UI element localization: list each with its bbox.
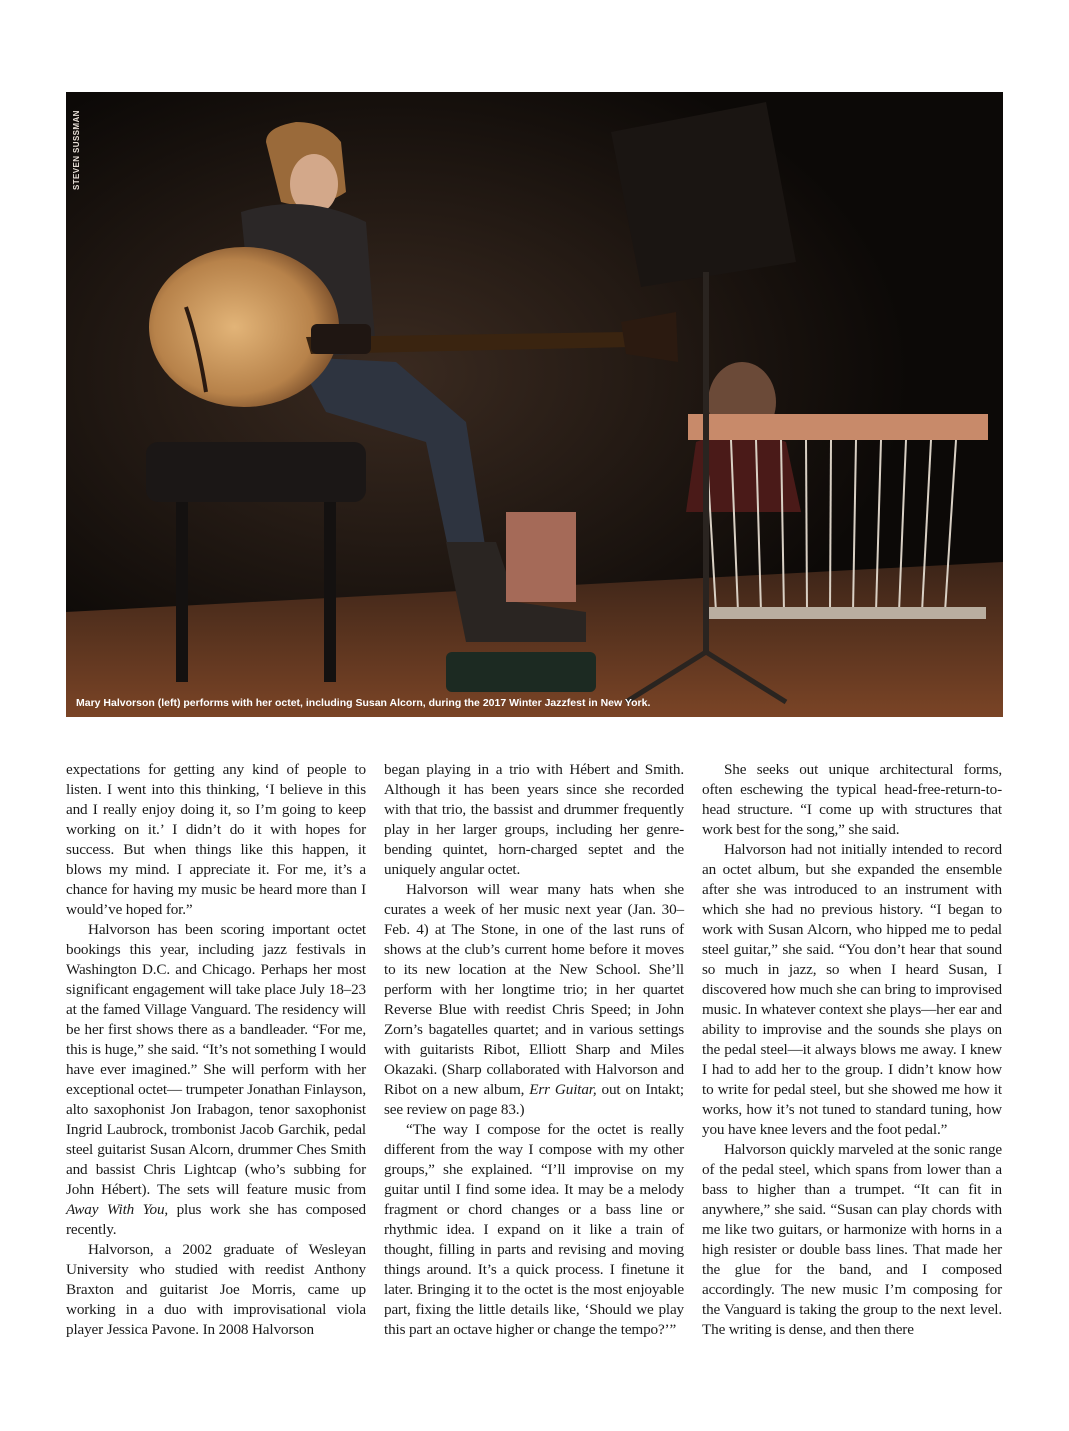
paragraph-text: , plus work she has composed recently. xyxy=(66,1201,366,1238)
photo-caption: Mary Halvorson (left) performs with her octet, including Susan Alcorn, during the 2017 Winter Jazzfest in New York. xyxy=(76,697,651,709)
article-column-2 xyxy=(384,760,684,1340)
paragraph xyxy=(66,920,366,1240)
paragraph: expectations for getting any kind of people to listen. I went into this thinking, ‘I believe in this and I really enjoy doing it, so I’m going to keep working on it.’ I didn’t do it with hopes for success. But when things like this happen, it blows my mind. I appreciate it. For me, it’s a chance for having my music be heard more than I would’ve hoped for.” xyxy=(66,761,366,918)
paragraph: Halvorson, a 2002 graduate of Wesleyan University who studied with reedist Anthony Braxton and guitarist Joe Morris, came up working in a duo with improvisational viola player Jessica Pavone. In 2008 Halvorson xyxy=(66,1241,366,1338)
article-column-3 xyxy=(702,760,1002,1340)
paragraph: began playing in a trio with Hébert and Smith. Although it has been years since she recorded with that trio, the bassist and drummer frequently play in her larger groups, including her genre-bending quintet, horn-charged septet and the uniquely angular octet. xyxy=(384,761,684,878)
effects-pedalboard xyxy=(446,652,596,692)
paragraph: She seeks out unique architectural forms, often eschewing the typical head-free-return-to-head structure. “I come up with structures that work best for the song,” she said. xyxy=(702,761,1002,838)
amplifier xyxy=(506,512,576,602)
paragraph: “The way I compose for the octet is really different from the way I compose with my other groups,” she explained. “I’ll improvise on my guitar until I find some idea. It may be a melody fragment or chord changes or a bass line or rhythmic idea. I expand on it like a train of thought, filling in parts and revising and moving things around. It’s a quick process. I finetune it later. Bringing it to the octet is the most enjoyable part, fixing the little details like, ‘Should we play this part an octave higher or change the tempo?’” xyxy=(384,1121,684,1338)
article-column-1 xyxy=(66,760,366,1340)
photo-credit: STEVEN SUSSMAN xyxy=(72,110,81,190)
pedal-steel-guitar xyxy=(688,414,988,440)
album-title: Away With You xyxy=(66,1201,165,1218)
paragraph: Halvorson quickly marveled at the sonic range of the pedal steel, which spans from lower than a bass to higher than a trumpet. “It can fit in anywhere,” she said. “Susan can play chords with me like two guitars, or harmonize with horns in a high resister or double bass lines. That made her the glue for the band, and I composed accordingly. The new music I’m composing for the Vanguard is taking the group to the next level. The writing is dense, and then there xyxy=(702,1141,1002,1338)
paragraph: Halvorson had not initially intended to record an octet album, but she expanded the ensemble after she was introduced to an instrument with which she had no previous history. “I began to work with Susan Alcorn, who hipped me to pedal steel guitar,” she said. “You don’t hear that sound so much in jazz, so when I heard Susan, I discovered how much she can bring to improvised music. In whatever context she plays—her ear and ability to improvise and the sounds she plays on the pedal steel—it always blows me away. I knew I had to add her to the group. I didn’t know how to write for pedal steel, but she showed me how it works, how it’s not tuned to standard tuning, how you have knee levers and the foot pedal.” xyxy=(702,841,1002,1138)
paragraph-text: Halvorson has been scoring important octet bookings this year, including jazz festivals in Washington D.C. and Chicago. Perhaps her most significant engagement will take place July 18–23 at the famed Village Vanguard. The residency will be her first shows there as a bandleader. “For me, this is huge,” she said. “It’s not something I would have ever imagined.” She will perform with her exceptional octet— trumpeter Jonathan Finlayson, alto saxophonist Jon Irabagon, tenor saxophonist Ingrid Laubrock, trombonist Jacob Garchik, pedal steel guitarist Susan Alcorn, drummer Ches Smith and bassist Chris Lightcap (who’s subbing for John Hébert). The sets will feature music from xyxy=(66,921,366,1198)
paragraph-text: Halvorson will wear many hats when she curates a week of her music next year (Jan. 30–Feb. 4) at The Stone, in one of the last runs of shows at the club’s current home before it moves to its new location at the New School. She’ll perform with her longtime trio; in her quartet Reverse Blue with reedist Chris Speed; in John Zorn’s bagatelles quartet; and in various settings with guitarists Ribot, Elliott Sharp and Miles Okazaki. (Sharp collaborated with Halvorson and Ribot on a new album, xyxy=(384,881,684,1098)
paragraph-text: out on Intakt; see review on page 83.) xyxy=(384,1081,684,1118)
concert-photo-illustration xyxy=(66,92,1003,717)
concert-photo xyxy=(66,92,1003,717)
album-title: Err Guitar, xyxy=(529,1081,597,1098)
paragraph xyxy=(384,880,684,1120)
